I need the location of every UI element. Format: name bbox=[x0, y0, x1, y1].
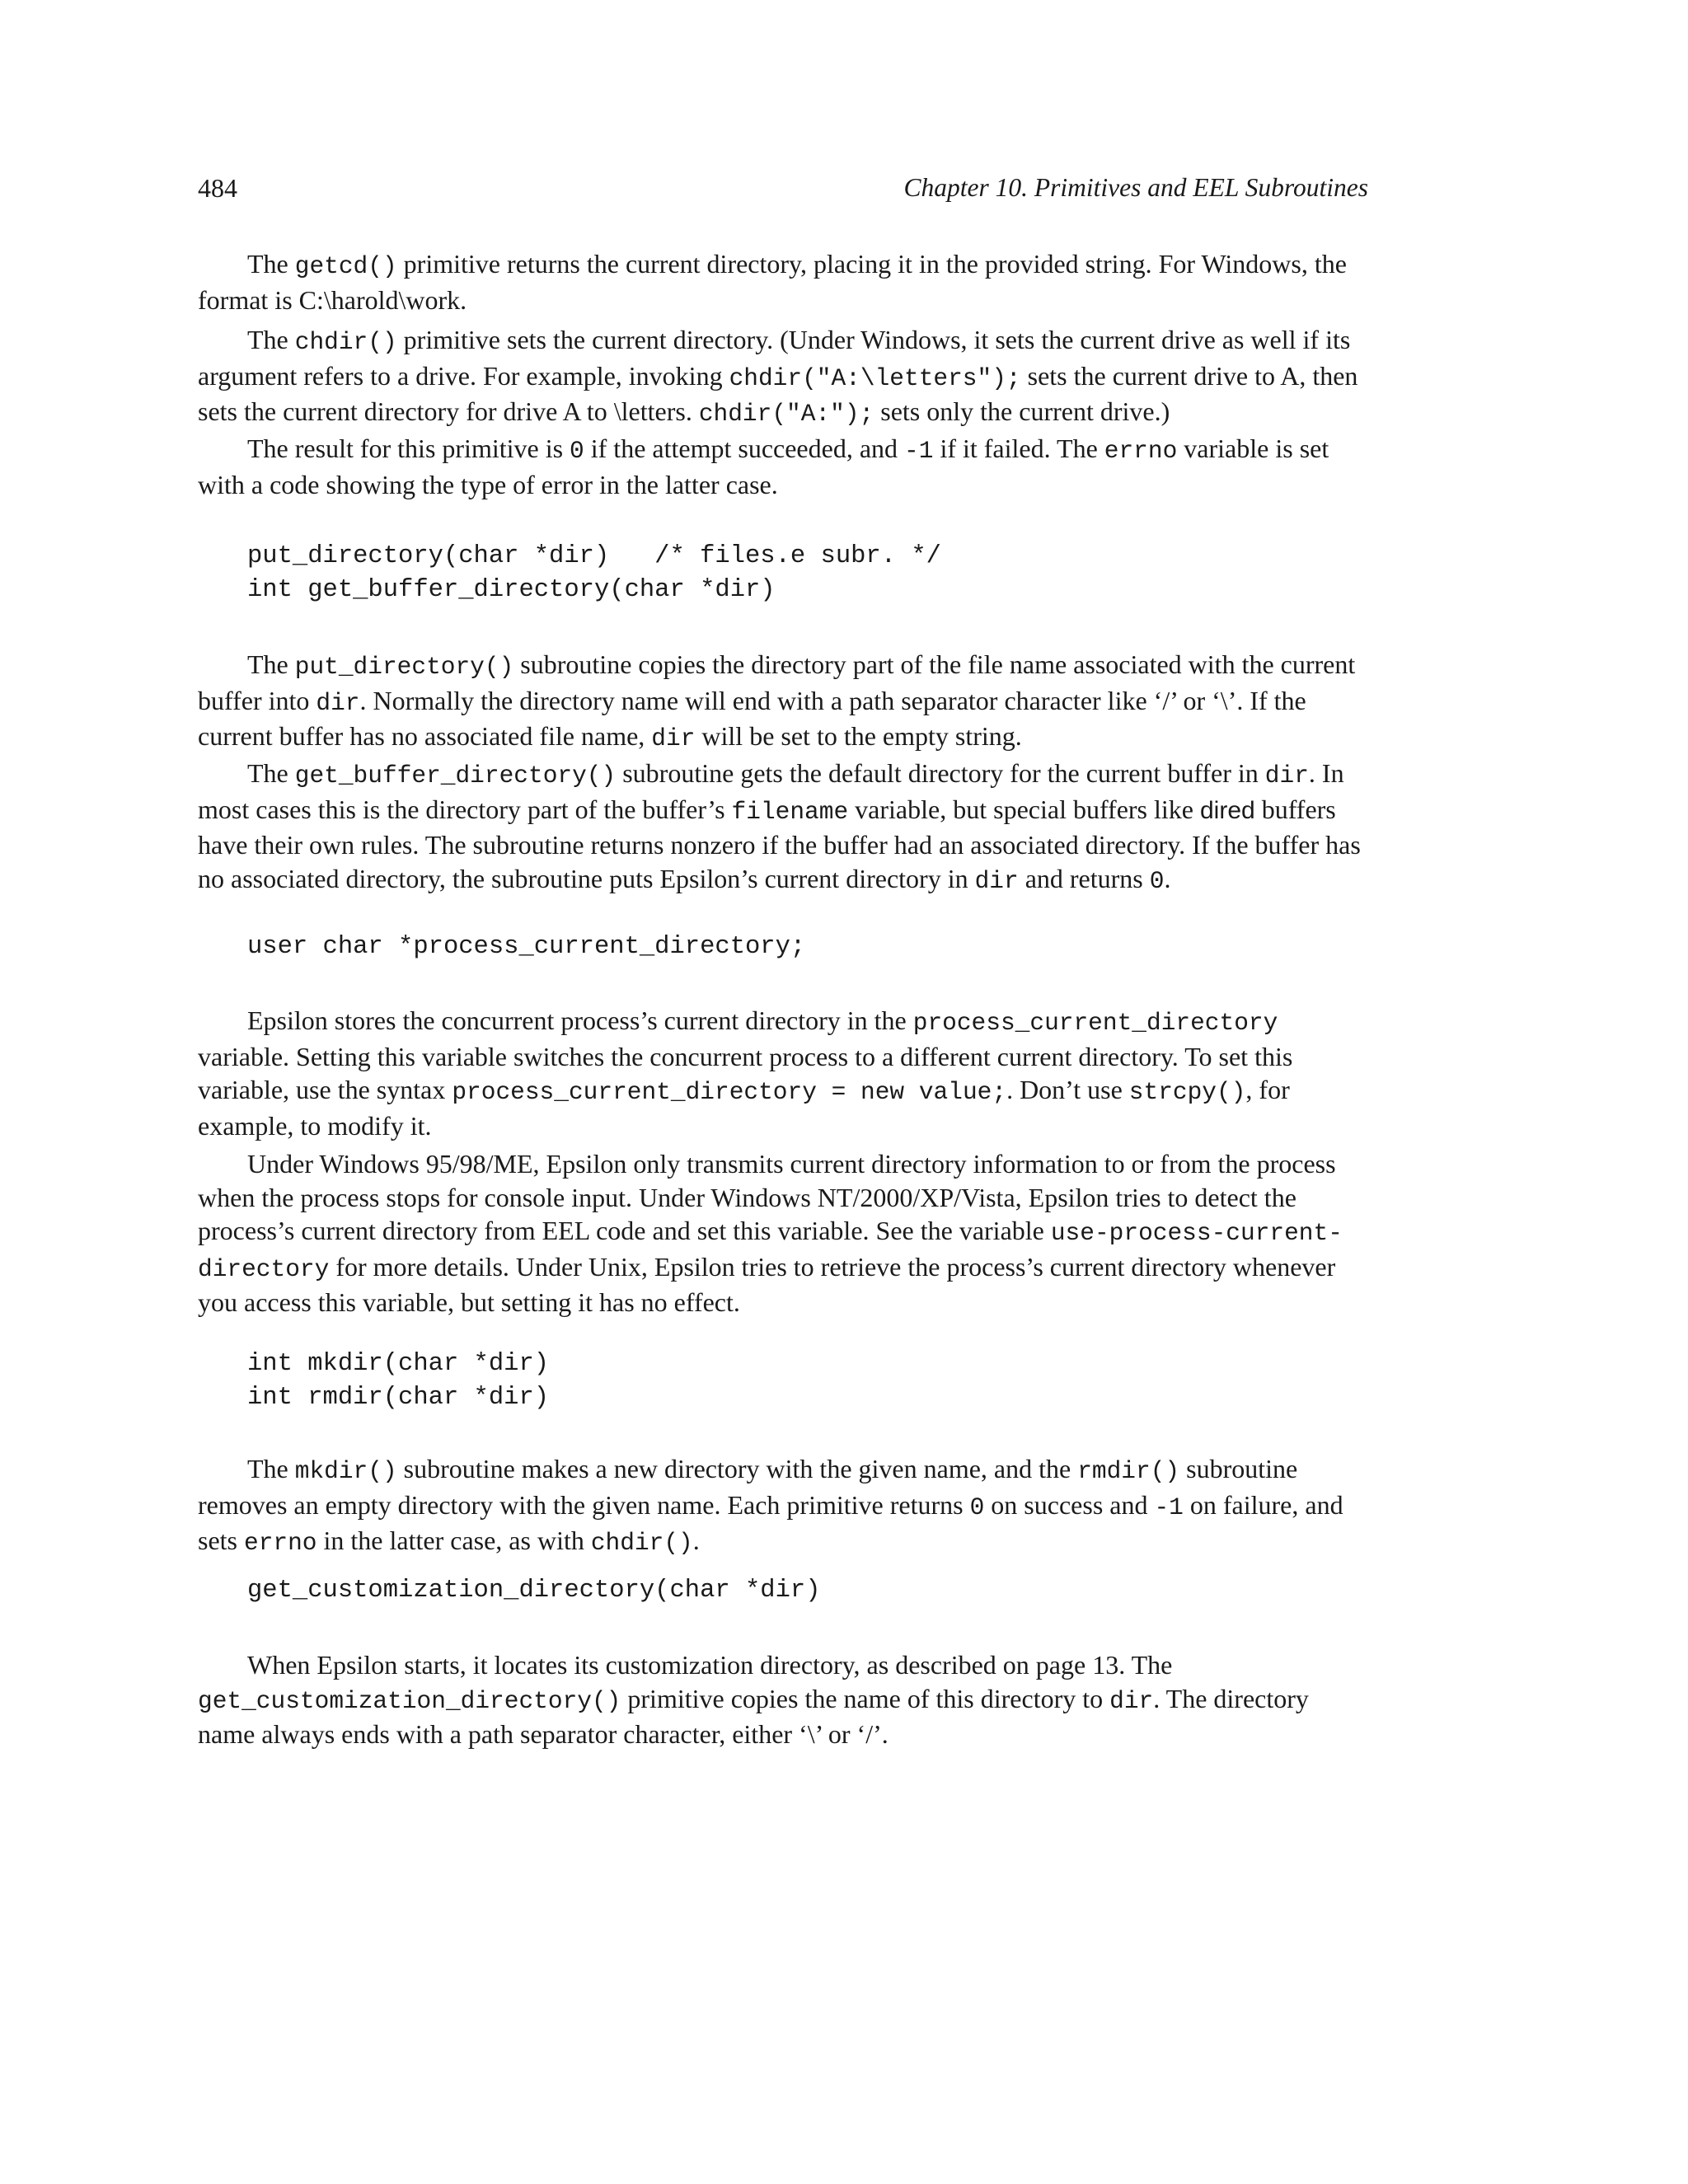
paragraph-get-buffer-directory: The get_buffer_directory() subroutine gets the default directory for the current buffer in dir. In most cases this is the directory part of the buffer’s filename variable, but special buffers like dired buffers have their own rules. The subroutine returns nonzero if the buffer had an associated directory. If the buffer has no associated directory, the subroutine puts Epsilon’s current directory in dir and returns 0. bbox=[198, 758, 1361, 895]
inline-code: filename bbox=[731, 797, 849, 826]
code-block-get-customization-directory: get_customization_directory(char *dir) bbox=[247, 1577, 821, 1605]
paragraph-getcd: The getcd() primitive returns the current directory, placing it in the provided string. For Windows, the format is C:\harold\work. bbox=[198, 249, 1347, 315]
paragraph-result: The result for this primitive is 0 if the attempt succeeded, and -1 if it failed. The errno variable is set with a code showing the type of error in the latter case. bbox=[198, 434, 1329, 499]
inline-code: use-process-current-directory bbox=[198, 1219, 1343, 1283]
paragraph-put-directory: The put_directory() subroutine copies the directory part of the file name associated with the current buffer into dir. Normally the directory name will end with a path separator character like ‘/’ or ‘\’. If the current buffer has no associated file name, dir will be set to the empty string. bbox=[198, 649, 1356, 752]
inline-code: process_current_directory bbox=[912, 1009, 1278, 1037]
paragraph-windows-behavior: Under Windows 95/98/ME, Epsilon only transmits current directory information to or from the process when the process stops for console input. Under Windows NT/2000/XP/Vista, Epsilon tries to detect the process’s current directory from EEL code and set this variable. See the variable use-process-current-directory for more details. Under Unix, Epsilon tries to retrieve the process’s current directory whenever you access this variable, but setting it has no effect. bbox=[198, 1149, 1343, 1317]
inline-code: errno bbox=[244, 1529, 317, 1557]
command-name: dired bbox=[1199, 796, 1255, 824]
inline-code: rmdir() bbox=[1077, 1457, 1180, 1485]
inline-code: strcpy() bbox=[1128, 1078, 1246, 1106]
paragraph-customization-directory: When Epsilon starts, it locates its customization directory, as described on page 13. The get_customization_directory() primitive copies the name of this directory to dir. The directory name always ends with a path separator character, either ‘\’ or ‘/’. bbox=[198, 1650, 1309, 1749]
inline-code: 0 bbox=[969, 1493, 985, 1521]
inline-code: dir bbox=[1264, 762, 1309, 790]
chapter-title: Chapter 10. Primitives and EEL Subroutines bbox=[903, 173, 1368, 202]
inline-code: chdir() bbox=[294, 328, 397, 356]
inline-code: -1 bbox=[904, 437, 934, 465]
inline-code: 0 bbox=[1149, 866, 1165, 895]
inline-code: chdir() bbox=[590, 1529, 693, 1557]
inline-code: chdir("A:"); bbox=[698, 400, 874, 428]
inline-code: process_current_directory = new value; bbox=[452, 1078, 1007, 1106]
code-block-mkdir-rmdir: int mkdir(char *dir) int rmdir(char *dir) bbox=[247, 1350, 550, 1412]
inline-code: getcd() bbox=[294, 252, 397, 280]
paragraph-mkdir-rmdir: The mkdir() subroutine makes a new directory with the given name, and the rmdir() subroutine removes an empty directory with the given name. Each primitive returns 0 on success and -1 on failure, and sets errno in the latter case, as with chdir(). bbox=[198, 1454, 1343, 1557]
code-block-put-directory: put_directory(char *dir) /* files.e subr. */ int get_buffer_directory(char *dir) bbox=[247, 542, 941, 604]
inline-code: chdir("A:\letters"); bbox=[729, 363, 1021, 392]
inline-code: mkdir() bbox=[294, 1457, 397, 1485]
paragraph-chdir: The chdir() primitive sets the current directory. (Under Windows, it sets the current drive as well if its argument refers to a drive. For example, invoking chdir("A:\letters"); sets the current drive to A, then sets the current directory for drive A to \letters. chdir("A:"); sets only the current drive.) bbox=[198, 325, 1358, 428]
inline-code: dir bbox=[974, 866, 1019, 895]
inline-code: 0 bbox=[570, 437, 584, 465]
inline-code: get_customization_directory() bbox=[198, 1686, 621, 1715]
inline-code: dir bbox=[316, 688, 360, 717]
paragraph-process-current-directory: Epsilon stores the concurrent process’s current directory in the process_current_directory variable. Setting this variable switches the concurrent process to a different current directory. To set this variable, use the syntax process_current_directory = new value;. Don’t use strcpy(), for example, to modify it. bbox=[198, 1005, 1293, 1141]
inline-code: dir bbox=[651, 724, 696, 752]
running-header bbox=[198, 171, 1368, 208]
inline-code: put_directory() bbox=[294, 653, 514, 681]
code-block-process-current-directory: user char *process_current_directory; bbox=[247, 933, 806, 961]
inline-code: errno bbox=[1104, 437, 1178, 465]
inline-code: -1 bbox=[1154, 1493, 1184, 1521]
page-number: 484 bbox=[198, 173, 237, 203]
inline-code: get_buffer_directory() bbox=[294, 762, 617, 790]
inline-code: dir bbox=[1109, 1686, 1154, 1715]
